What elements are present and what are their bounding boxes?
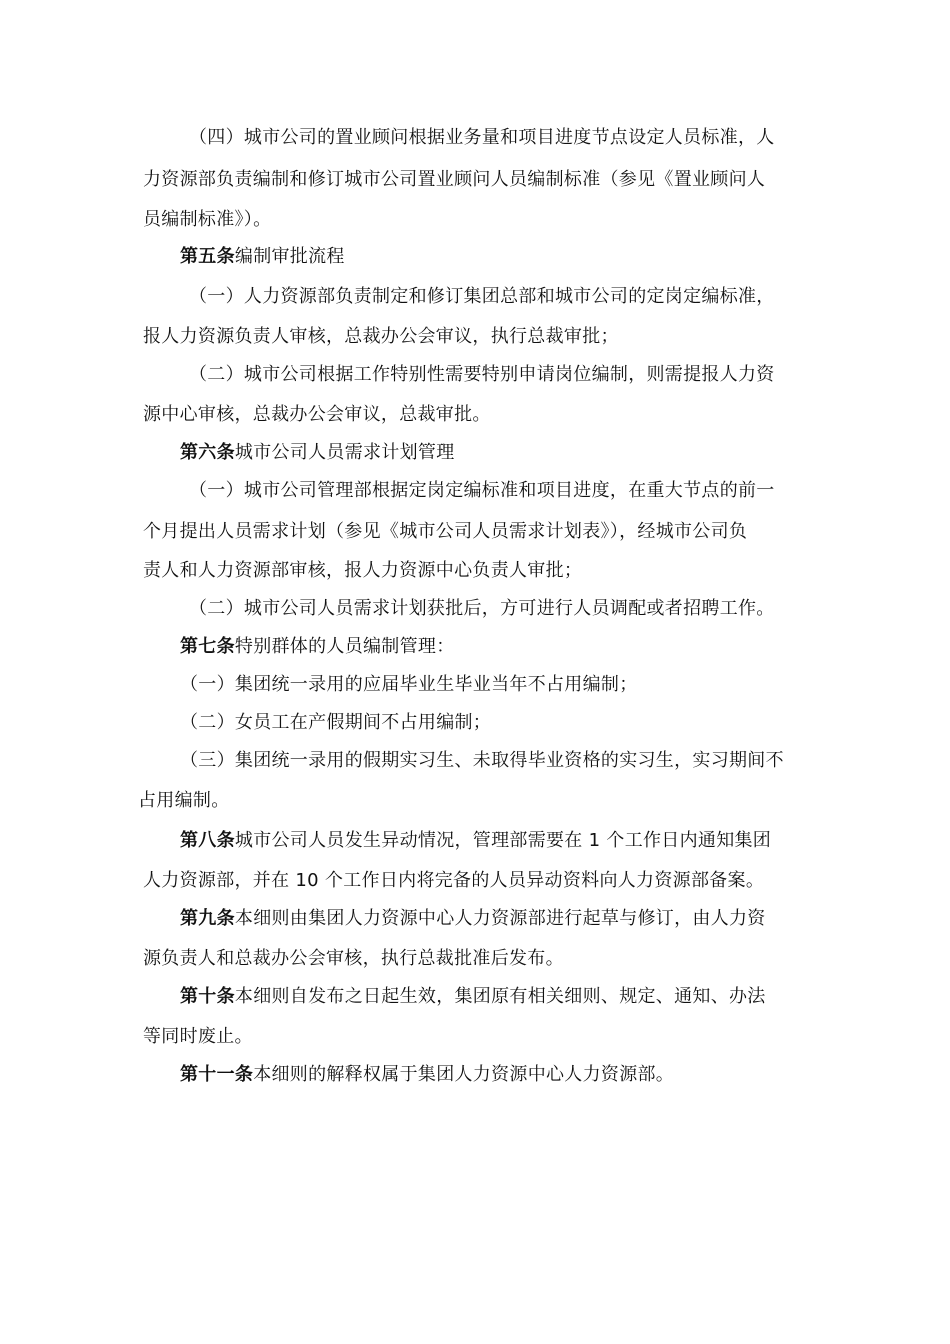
article-line: 第八条城市公司人员发生异动情况，管理部需要在 1 个工作日内通知集团 [180,830,772,851]
text-line: （一）城市公司管理部根据定岗定编标准和项目进度，在重大节点的前一 [189,480,775,501]
article-line: 第五条编制审批流程 [180,246,345,267]
text-line: （二）女员工在产假期间不占用编制； [180,712,492,733]
text-line: 占用编制。 [138,790,230,811]
article-heading: 第十一条 [180,1064,254,1085]
article-line: 第九条本细则由集团人力资源中心人力资源部进行起草与修订，由人力资 [180,908,766,929]
article-heading: 第六条 [180,442,235,463]
text-line: （四）城市公司的置业顾问根据业务量和项目进度节点设定人员标准，人 [189,127,775,148]
article-line: 第七条特别群体的人员编制管理： [180,636,455,657]
text-line: 力资源部负责编制和修订城市公司置业顾问人员编制标准（参见《置业顾问人 [143,169,766,190]
article-heading: 第十条 [180,986,235,1007]
text-line: （一）集团统一录用的应届毕业生毕业当年不占用编制； [180,674,638,695]
article-heading: 第八条 [180,830,235,851]
text-line: （二）城市公司根据工作特别性需要特别申请岗位编制，则需提报人力资 [189,364,775,385]
text-line: 等同时废止。 [143,1026,253,1047]
text-line: 人力资源部，并在 10 个工作日内将完备的人员异动资料向人力资源部备案。 [143,870,765,891]
article-heading: 第九条 [180,908,235,929]
text-line: 责人和人力资源部审核，报人力资源中心负责人审批； [143,560,583,581]
article-heading: 第七条 [180,636,235,657]
text-line: 员编制标准》）。 [143,209,272,230]
article-line: 第十条本细则自发布之日起生效，集团原有相关细则、规定、通知、办法 [180,986,766,1007]
text-line: （三）集团统一录用的假期实习生、未取得毕业资格的实习生，实习期间不 [180,750,784,771]
text-line: 报人力资源负责人审核，总裁办公会审议，执行总裁审批； [143,326,619,347]
article-heading: 第五条 [180,246,235,267]
text-line: （一）人力资源部负责制定和修订集团总部和城市公司的定岗定编标准， [189,286,775,307]
text-line: 个月提出人员需求计划（参见《城市公司人员需求计划表》），经城市公司负 [143,521,748,542]
article-line: 第十一条本细则的解释权属于集团人力资源中心人力资源部。 [180,1064,675,1085]
text-line: 源负责人和总裁办公会审核，执行总裁批准后发布。 [143,948,564,969]
article-line: 第六条城市公司人员需求计划管理 [180,442,455,463]
text-line: 源中心审核，总裁办公会审议，总裁审批。 [143,404,491,425]
text-line: （二）城市公司人员需求计划获批后，方可进行人员调配或者招聘工作。 [189,598,775,619]
